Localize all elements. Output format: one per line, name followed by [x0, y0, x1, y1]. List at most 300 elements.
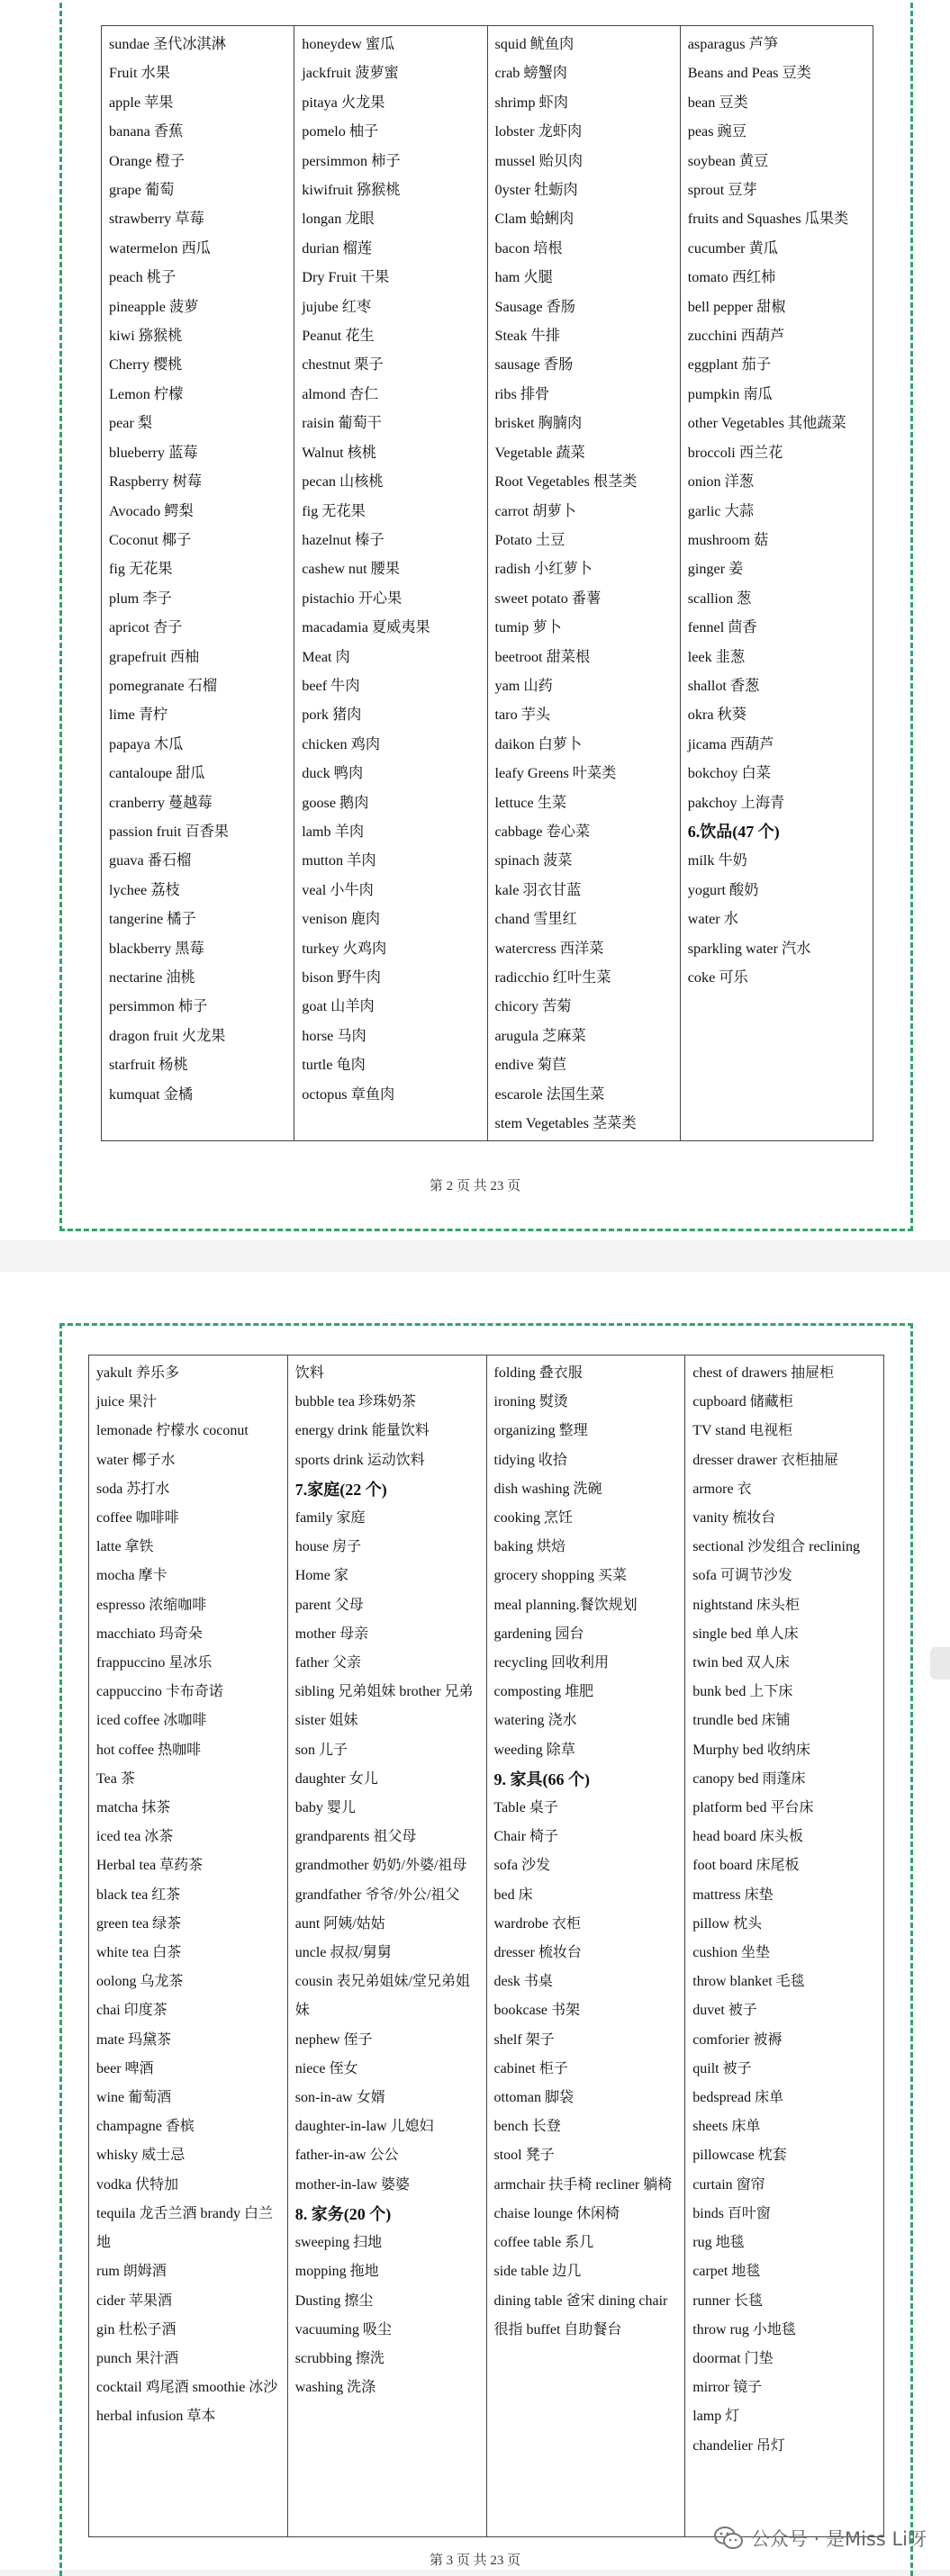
- vocab-entry: bedspread 床单: [692, 2090, 784, 2106]
- vocab-entry: Murphy bed 收纳床: [692, 1742, 810, 1758]
- vocab-entry: grandfather 爷爷/外公/祖父: [294, 1887, 460, 1903]
- vocab-entry: kumquat 金橘: [109, 1085, 194, 1103]
- vocab-entry: lychee 荔枝: [109, 881, 180, 898]
- vocab-entry: vacuuming 吸尘: [294, 2321, 392, 2337]
- vocab-entry: pomelo 柚子: [302, 123, 379, 140]
- vocab-entry: cushion 坐垫: [692, 1945, 771, 1961]
- vocab-entry: quilt 被子: [692, 2060, 752, 2076]
- vocab-entry: cucumber 黄瓜: [687, 239, 778, 257]
- vocab-entry: goat 山羊肉: [302, 998, 375, 1015]
- vocab-entry: comforier 被褥: [692, 2031, 783, 2048]
- vocab-entry: sectional 沙发组合 reclining sofa 可调节沙发: [692, 1539, 860, 1584]
- vocab-entry: Coconut 椰子: [109, 531, 192, 548]
- vocab-entry: yakult 养乐多: [96, 1365, 179, 1381]
- table-column-4: [680, 26, 873, 1140]
- vocab-entry: watercress 西洋菜: [494, 940, 604, 957]
- vocab-entry: side table 边几: [493, 2264, 582, 2280]
- vocab-entry: raisin 葡萄干: [302, 415, 382, 432]
- document-page-3: [0, 1272, 950, 2570]
- vocab-entry: head board 床头板: [692, 1829, 803, 1845]
- vocab-entry: 0yster 牡蛎肉: [494, 182, 578, 199]
- vocab-entry: aunt 阿姨/姑姑: [294, 1915, 385, 1932]
- vocab-entry: sweeping 扫地: [294, 2235, 383, 2251]
- vocab-entry: mussel 贻贝肉: [494, 152, 584, 169]
- vocab-entry: champagne 香槟: [96, 2119, 195, 2135]
- vocab-entry: scallion 葱: [687, 590, 752, 607]
- vocab-entry: sister 姐妹: [294, 1713, 358, 1729]
- vocab-entry: tidying 收拾: [493, 1452, 567, 1468]
- table-column-4: [684, 1356, 883, 2536]
- vocab-entry: zucchini 西葫芦: [687, 328, 785, 345]
- page-number-footer: 第 3 页 共 23 页: [429, 2553, 521, 2568]
- vocab-entry: lobster 龙虾肉: [494, 123, 583, 140]
- vocab-entry: pistachio 开心果: [302, 590, 403, 607]
- vocab-entry: twin bed 双人床: [692, 1655, 790, 1671]
- vocab-entry: chai 印度茶: [96, 2003, 167, 2019]
- vocab-entry: niece 侄女: [294, 2060, 358, 2076]
- vocab-entry: arugula 芝麻菜: [494, 1027, 586, 1044]
- vocab-entry: coffee table 系几: [493, 2235, 594, 2251]
- vocab-entry: Potato 土豆: [494, 531, 565, 548]
- table-column-3: [486, 1356, 685, 2536]
- vocab-entry: gardening 园台: [493, 1626, 584, 1642]
- vocab-entry: stem Vegetables 茎菜类: [494, 1115, 637, 1132]
- vocab-entry: espresso 浓缩咖啡: [96, 1597, 207, 1613]
- vocab-entry: punch 果汁酒: [96, 2350, 179, 2366]
- vocab-entry: chestnut 栗子: [302, 356, 384, 374]
- vocab-entry: chaise lounge 休闲椅: [493, 2205, 620, 2221]
- vocab-entry: fig 无花果: [109, 561, 173, 578]
- vocab-entry: bookcase 书架: [493, 2003, 581, 2019]
- vocab-entry: mirror 镜子: [692, 2380, 763, 2396]
- vocab-entry: stool 凳子: [493, 2148, 555, 2164]
- vocab-entry: son 儿子: [294, 1742, 348, 1758]
- vocab-entry: cooking 烹饪: [493, 1510, 574, 1527]
- vocab-entry: bean 豆类: [687, 94, 748, 111]
- vocab-entry: shallot 香葱: [687, 677, 760, 694]
- vocab-entry: kale 羽衣甘蓝: [494, 881, 582, 898]
- vocab-entry: asparagus 芦笋: [687, 36, 778, 52]
- vocab-entry: white tea 白茶: [96, 1945, 182, 1961]
- vocab-entry: radish 小红萝卜: [494, 561, 593, 578]
- vocab-entry: soda 苏打水: [96, 1481, 170, 1497]
- vocab-entry: bell pepper 甜椒: [687, 298, 786, 315]
- vocab-entry: duck 鸭肉: [302, 765, 364, 782]
- vocab-entry: endive 菊苣: [494, 1057, 567, 1074]
- table-column-2: [287, 1356, 486, 2536]
- vocab-entry: sweet potato 番薯: [494, 590, 602, 607]
- vocab-entry: ribs 排骨: [494, 385, 550, 402]
- vocab-entry: black tea 红茶: [96, 1887, 181, 1903]
- vocab-entry: watermelon 西瓜: [109, 239, 211, 257]
- vocab-entry: pecan 山核桃: [302, 473, 384, 491]
- vocab-entry: lemonade 柠檬水 coconut water 椰子水: [96, 1423, 249, 1468]
- vocab-entry: Tea 茶: [96, 1770, 135, 1787]
- vocab-entry: matcha 抹茶: [96, 1800, 171, 1816]
- vocab-entry: almond 杏仁: [302, 385, 379, 402]
- vocab-entry: leek 韭葱: [687, 648, 746, 665]
- vocab-entry: vodka 伏特加: [96, 2176, 179, 2193]
- vocab-entry: canopy bed 雨蓬床: [692, 1770, 806, 1787]
- vocab-entry: Dusting 擦尘: [294, 2292, 374, 2309]
- vocab-entry: sofa 沙发: [493, 1858, 551, 1874]
- vocab-entry: lamp 灯: [692, 2409, 740, 2425]
- vocab-entry: single bed 单人床: [692, 1626, 799, 1642]
- vocab-entry: father-in-aw 公公: [294, 2148, 399, 2164]
- vocab-entry: baking 烘焙: [493, 1539, 566, 1555]
- vocab-entry: Clam 蛤蜊肉: [494, 211, 575, 228]
- vocab-entry: binds 百叶窗: [692, 2205, 771, 2221]
- vocab-entry: taro 芋头: [494, 707, 551, 724]
- vocab-entry: Peanut 花生: [302, 328, 375, 345]
- vocab-entry: macadamia 夏威夷果: [302, 619, 430, 636]
- vocab-entry: cashew nut 腰果: [302, 561, 401, 578]
- vocab-entry: herbal infusion 草本: [96, 2409, 216, 2425]
- vocab-entry: watering 浇水: [493, 1713, 577, 1729]
- vocab-entry: foot board 床尾板: [692, 1858, 800, 1874]
- vocab-entry: mopping 拖地: [294, 2264, 379, 2280]
- vocab-entry: mother-in-law 婆婆: [294, 2176, 410, 2193]
- vocab-entry: peas 豌豆: [687, 123, 746, 140]
- section-heading: 9. 家具(66 个): [493, 1770, 590, 1788]
- vocab-entry: Chair 椅子: [493, 1829, 559, 1845]
- vocab-entry: blueberry 蓝莓: [109, 444, 198, 461]
- vocab-entry: pumpkin 南瓜: [687, 385, 773, 402]
- section-heading: 7.家庭(22 个): [294, 1480, 387, 1499]
- vocab-entry: desk 书桌: [493, 1974, 553, 1990]
- vocab-entry: yam 山药: [494, 677, 553, 694]
- vocabulary-table-page-3: [88, 1355, 884, 2537]
- vocab-entry: eggplant 茄子: [687, 356, 771, 374]
- vocab-entry: Herbal tea 草药茶: [96, 1858, 204, 1874]
- vocab-entry: jackfruit 菠萝蜜: [302, 65, 399, 82]
- vocab-entry: papaya 木瓜: [109, 735, 184, 752]
- vocab-entry: throw rug 小地毯: [692, 2321, 796, 2337]
- vocab-entry: Table 桌子: [493, 1800, 558, 1816]
- vocab-entry: kiwi 猕猴桃: [109, 328, 183, 345]
- vocab-entry: turkey 火鸡肉: [302, 940, 387, 957]
- vocab-entry: plum 李子: [109, 590, 172, 607]
- vocab-entry: chest of drawers 抽屉柜: [692, 1365, 835, 1381]
- vocab-entry: Sausage 香肠: [494, 298, 575, 315]
- vocab-entry: shrimp 虾肉: [494, 94, 568, 111]
- vocab-entry: sausage 香肠: [494, 356, 574, 374]
- vocab-entry: banana 香蕉: [109, 123, 184, 140]
- vocab-entry: strawberry 草莓: [109, 211, 204, 228]
- vocab-entry: armchair 扶手椅 recliner 躺椅: [493, 2176, 673, 2193]
- vocab-entry: cider 苹果酒: [96, 2292, 172, 2309]
- vocab-entry: Home 家: [294, 1568, 348, 1584]
- vocab-entry: apricot 杏子: [109, 619, 183, 636]
- vocab-entry: sparkling water 汽水: [687, 940, 811, 957]
- vocab-entry: mattress 床垫: [692, 1887, 774, 1903]
- vocab-entry: latte 拿铁: [96, 1539, 154, 1555]
- vocab-entry: lamb 羊肉: [302, 823, 365, 840]
- vocab-entry: beef 牛肉: [302, 677, 360, 694]
- vocab-entry: pork 猪肉: [302, 707, 362, 724]
- vocab-entry: iced coffee 冰咖啡: [96, 1713, 207, 1729]
- vocab-entry: mate 玛黛茶: [96, 2031, 172, 2048]
- vocab-entry: ginger 姜: [687, 561, 744, 578]
- vocab-entry: Walnut 核桃: [302, 444, 377, 461]
- vocab-entry: mutton 羊肉: [302, 852, 376, 869]
- vocab-entry: sibling 兄弟姐妹 brother 兄弟: [294, 1684, 474, 1700]
- vocab-entry: Avocado 鳄梨: [109, 502, 194, 519]
- vocab-entry: grandmother 奶奶/外婆/祖母: [294, 1858, 467, 1874]
- vocab-entry: turtle 龟肉: [302, 1057, 366, 1074]
- vocab-entry: guava 番石榴: [109, 852, 192, 869]
- vocab-entry: pakchoy 上海青: [687, 794, 785, 811]
- vocab-entry: sundae 圣代冰淇淋: [109, 36, 226, 52]
- vocab-entry: Cherry 樱桃: [109, 356, 183, 374]
- vocab-entry: bacon 培根: [494, 239, 563, 257]
- vocab-entry: chand 雪里红: [494, 911, 577, 928]
- vocab-entry: pineapple 菠萝: [109, 298, 199, 315]
- vocab-entry: persimmon 柿子: [109, 998, 208, 1015]
- watermark-text: 公众号 · 是Miss Li呀: [750, 2528, 927, 2550]
- vocab-entry: brisket 胸腩肉: [494, 415, 583, 432]
- vocab-entry: rum 朗姆酒: [96, 2264, 167, 2280]
- vocab-entry: cabbage 卷心菜: [494, 823, 591, 840]
- vocab-entry: tangerine 橘子: [109, 911, 196, 928]
- wechat-watermark: [713, 2525, 927, 2552]
- vocab-entry: apple 苹果: [109, 94, 174, 111]
- vocab-entry: baby 婴儿: [294, 1800, 356, 1816]
- vocab-entry: Root Vegetables 根茎类: [494, 473, 638, 491]
- vocab-entry: father 父亲: [294, 1655, 362, 1671]
- vocab-entry: crab 螃蟹肉: [494, 65, 567, 82]
- vocab-entry: tomato 西红柿: [687, 269, 776, 286]
- vocab-entry: persimmon 柿子: [302, 152, 401, 169]
- vocab-entry: bubble tea 珍珠奶茶: [294, 1394, 416, 1410]
- vocab-entry: sheets 床单: [692, 2119, 761, 2135]
- vocab-entry: platform bed 平台床: [692, 1800, 814, 1816]
- vocab-entry: pear 梨: [109, 415, 153, 432]
- vocab-entry: peach 桃子: [109, 269, 176, 286]
- side-scroll-tab[interactable]: [930, 1647, 950, 1680]
- vocab-entry: spinach 菠菜: [494, 852, 573, 869]
- vocab-entry: jicama 西葫芦: [687, 735, 774, 752]
- vocab-entry: Raspberry 树莓: [109, 473, 202, 491]
- vocab-entry: fruits and Squashes 瓜果类: [687, 211, 849, 228]
- table-column-2: [294, 26, 486, 1140]
- vocab-entry: shelf 架子: [493, 2031, 555, 2048]
- vocab-entry: bunk bed 上下床: [692, 1684, 793, 1700]
- vocab-entry: composting 堆肥: [493, 1684, 594, 1700]
- vocab-entry: Steak 牛排: [494, 328, 560, 345]
- vocab-entry: grocery shopping 买菜: [493, 1568, 628, 1584]
- vocab-entry: honeydew 蜜瓜: [302, 36, 395, 52]
- vocab-entry: coffee 咖啡啡: [96, 1510, 179, 1527]
- vocab-entry: garlic 大蒜: [687, 502, 755, 519]
- vocab-entry: nectarine 油桃: [109, 969, 195, 986]
- vocab-entry: runner 长毯: [692, 2292, 764, 2309]
- vocab-entry: Meat 肉: [302, 648, 350, 665]
- vocab-entry: jujube 红枣: [302, 298, 372, 315]
- vocab-entry: frappuccino 星冰乐: [96, 1655, 213, 1671]
- vocab-entry: gin 杜松子酒: [96, 2321, 176, 2337]
- vocab-entry: horse 马肉: [302, 1027, 366, 1044]
- vocab-entry: onion 洋葱: [687, 473, 755, 491]
- table-column-1: [102, 26, 294, 1140]
- vocab-entry: sprout 豆芽: [687, 182, 757, 199]
- vocab-entry: iced tea 冰茶: [96, 1829, 174, 1845]
- vocab-entry: recycling 回收利用: [493, 1655, 610, 1671]
- vocab-entry: Lemon 柠檬: [109, 385, 184, 402]
- vocab-entry: hazelnut 榛子: [302, 531, 385, 548]
- vocab-entry: daikon 白萝卜: [494, 735, 583, 752]
- vocab-entry: dragon fruit 火龙果: [109, 1027, 226, 1044]
- vocab-entry: goose 鹅肉: [302, 794, 369, 811]
- vocab-entry: parent 父母: [294, 1597, 364, 1613]
- vocab-entry: Orange 橙子: [109, 152, 185, 169]
- vocab-entry: TV stand 电视柜: [692, 1423, 793, 1439]
- vocab-entry: kiwifruit 猕猴桃: [302, 182, 401, 199]
- vocab-entry: carpet 地毯: [692, 2264, 761, 2280]
- vocab-entry: family 家庭: [294, 1510, 366, 1527]
- vocab-entry: energy drink 能量饮料: [294, 1423, 430, 1439]
- vocab-entry: ottoman 脚袋: [493, 2090, 574, 2106]
- vocab-entry: bed 床: [493, 1887, 533, 1903]
- vocab-entry: escarole 法国生菜: [494, 1085, 605, 1103]
- vocab-entry: cantaloupe 甜瓜: [109, 765, 205, 782]
- vocab-entry: mother 母亲: [294, 1626, 369, 1642]
- vocabulary-table-page-2: [101, 25, 873, 1141]
- vocab-entry: fennel 茴香: [687, 619, 757, 636]
- vocab-entry: dining table 爸宋 dining chair 很指 buffet 自助餐台: [493, 2292, 668, 2337]
- vocab-entry: pillowcase 枕套: [692, 2148, 787, 2164]
- vocab-entry: uncle 叔叔/舅舅: [294, 1945, 392, 1961]
- vocab-entry: son-in-aw 女婿: [294, 2090, 385, 2106]
- vocab-entry: bison 野牛肉: [302, 969, 381, 986]
- vocab-entry: vanity 梳妆台: [692, 1510, 776, 1527]
- vocab-entry: sports drink 运动饮料: [294, 1452, 425, 1468]
- vocab-entry: beetroot 甜菜根: [494, 648, 591, 665]
- wechat-icon: [713, 2526, 744, 2551]
- vocab-entry: green tea 绿茶: [96, 1915, 182, 1932]
- vocab-entry: cabinet 柜子: [493, 2060, 568, 2076]
- vocab-entry: tequila 龙舌兰酒 brandy 白兰地: [96, 2205, 273, 2251]
- vocab-entry: rug 地毯: [692, 2235, 745, 2251]
- vocab-entry: soybean 黄豆: [687, 152, 769, 169]
- vocab-entry: grape 葡萄: [109, 182, 175, 199]
- vocab-entry: Vegetable 蔬菜: [494, 444, 585, 461]
- vocab-entry: oolong 乌龙茶: [96, 1974, 184, 1990]
- section-heading: 8. 家务(20 个): [294, 2204, 392, 2223]
- vocab-entry: folding 叠衣服: [493, 1365, 583, 1381]
- table-column-3: [487, 26, 680, 1140]
- vocab-entry: Fruit 水果: [109, 65, 170, 82]
- vocab-entry: wardrobe 衣柜: [493, 1915, 581, 1932]
- vocab-entry: tumip 萝卜: [494, 619, 562, 636]
- vocab-entry: water 水: [687, 911, 738, 928]
- vocab-entry: whisky 威士忌: [96, 2148, 185, 2164]
- vocab-entry: squid 鱿鱼肉: [494, 36, 575, 52]
- vocab-entry: pomegranate 石榴: [109, 677, 218, 694]
- vocab-entry: okra 秋葵: [687, 707, 746, 724]
- vocab-entry: mushroom 菇: [687, 531, 769, 548]
- vocab-entry: ironing 熨烫: [493, 1394, 568, 1410]
- vocab-entry: cocktail 鸡尾酒 smoothie 冰沙: [96, 2380, 278, 2396]
- vocab-entry: 饮料: [294, 1365, 324, 1381]
- vocab-entry: house 房子: [294, 1539, 362, 1555]
- vocab-entry: yogurt 酸奶: [687, 881, 759, 898]
- vocab-entry: cappuccino 卡布奇诺: [96, 1684, 223, 1700]
- vocab-entry: chicken 鸡肉: [302, 735, 381, 752]
- vocab-entry: daughter 女儿: [294, 1770, 378, 1787]
- vocab-entry: starfruit 杨桃: [109, 1057, 188, 1074]
- vocab-entry: fig 无花果: [302, 502, 366, 519]
- vocab-entry: nightstand 床头柜: [692, 1597, 800, 1613]
- vocab-entry: doormat 门垫: [692, 2350, 774, 2366]
- vocab-entry: trundle bed 床铺: [692, 1713, 791, 1729]
- vocab-entry: grapefruit 西柚: [109, 648, 200, 665]
- vocab-entry: duvet 被子: [692, 2003, 757, 2019]
- vocab-entry: broccoli 西兰花: [687, 444, 783, 461]
- vocab-entry: organizing 整理: [493, 1423, 588, 1439]
- vocab-entry: cupboard 储藏柜: [692, 1394, 793, 1410]
- vocab-entry: meal planning.餐饮规划: [493, 1597, 638, 1613]
- vocab-entry: grandparents 祖父母: [294, 1829, 417, 1845]
- vocab-entry: longan 龙眼: [302, 211, 375, 228]
- vocab-entry: daughter-in-law 儿媳妇: [294, 2119, 434, 2135]
- vocab-entry: durian 榴莲: [302, 239, 373, 257]
- vocab-entry: macchiato 玛奇朵: [96, 1626, 203, 1642]
- vocab-entry: milk 牛奶: [687, 852, 747, 869]
- vocab-entry: curtain 窗帘: [692, 2176, 765, 2193]
- table-column-1: [89, 1356, 287, 2536]
- vocab-entry: cranberry 蔓越莓: [109, 794, 213, 811]
- vocab-entry: dresser 梳妆台: [493, 1945, 582, 1961]
- vocab-entry: dresser drawer 衣柜抽屉: [692, 1452, 838, 1468]
- vocab-entry: bokchoy 白菜: [687, 765, 771, 782]
- vocab-entry: cousin 表兄弟姐妹/堂兄弟姐妹: [294, 1974, 470, 2019]
- vocab-entry: pitaya 火龙果: [302, 94, 385, 111]
- vocab-entry: beer 啤酒: [96, 2060, 154, 2076]
- vocab-entry: octopus 章鱼肉: [302, 1085, 395, 1103]
- vocab-entry: mocha 摩卡: [96, 1568, 167, 1584]
- vocab-entry: blackberry 黑莓: [109, 940, 204, 957]
- vocab-entry: scrubbing 擦洗: [294, 2350, 385, 2366]
- vocab-entry: wine 葡萄酒: [96, 2090, 172, 2106]
- vocab-entry: veal 小牛肉: [302, 881, 374, 898]
- vocab-entry: juice 果汁: [96, 1394, 158, 1410]
- vocab-entry: venison 鹿肉: [302, 911, 381, 928]
- vocab-entry: chandelier 吊灯: [692, 2437, 785, 2454]
- vocab-entry: radicchio 红叶生菜: [494, 969, 611, 986]
- vocab-entry: dish washing 洗碗: [493, 1481, 602, 1497]
- vocab-entry: coke 可乐: [687, 969, 748, 986]
- vocab-entry: other Vegetables 其他蔬菜: [687, 415, 846, 432]
- document-page-2: [0, 0, 950, 1240]
- vocab-entry: pillow 枕头: [692, 1915, 763, 1932]
- section-heading: 6.饮品(47 个): [687, 822, 780, 841]
- vocab-entry: nephew 侄子: [294, 2031, 373, 2048]
- vocab-entry: bench 长登: [493, 2119, 561, 2135]
- vocab-entry: chicory 苦菊: [494, 998, 572, 1015]
- vocab-entry: lime 青柠: [109, 707, 168, 724]
- page-number-footer: 第 2 页 共 23 页: [429, 1179, 521, 1193]
- vocab-entry: Beans and Peas 豆类: [687, 65, 811, 82]
- vocab-entry: weeding 除草: [493, 1742, 575, 1758]
- vocab-entry: carrot 胡萝卜: [494, 502, 576, 519]
- vocab-entry: passion fruit 百香果: [109, 823, 230, 840]
- vocab-entry: hot coffee 热咖啡: [96, 1742, 202, 1758]
- vocab-entry: armore 衣: [692, 1481, 752, 1497]
- vocab-entry: washing 洗涤: [294, 2380, 376, 2396]
- vocab-entry: ham 火腿: [494, 269, 553, 286]
- vocab-entry: throw blanket 毛毯: [692, 1974, 805, 1990]
